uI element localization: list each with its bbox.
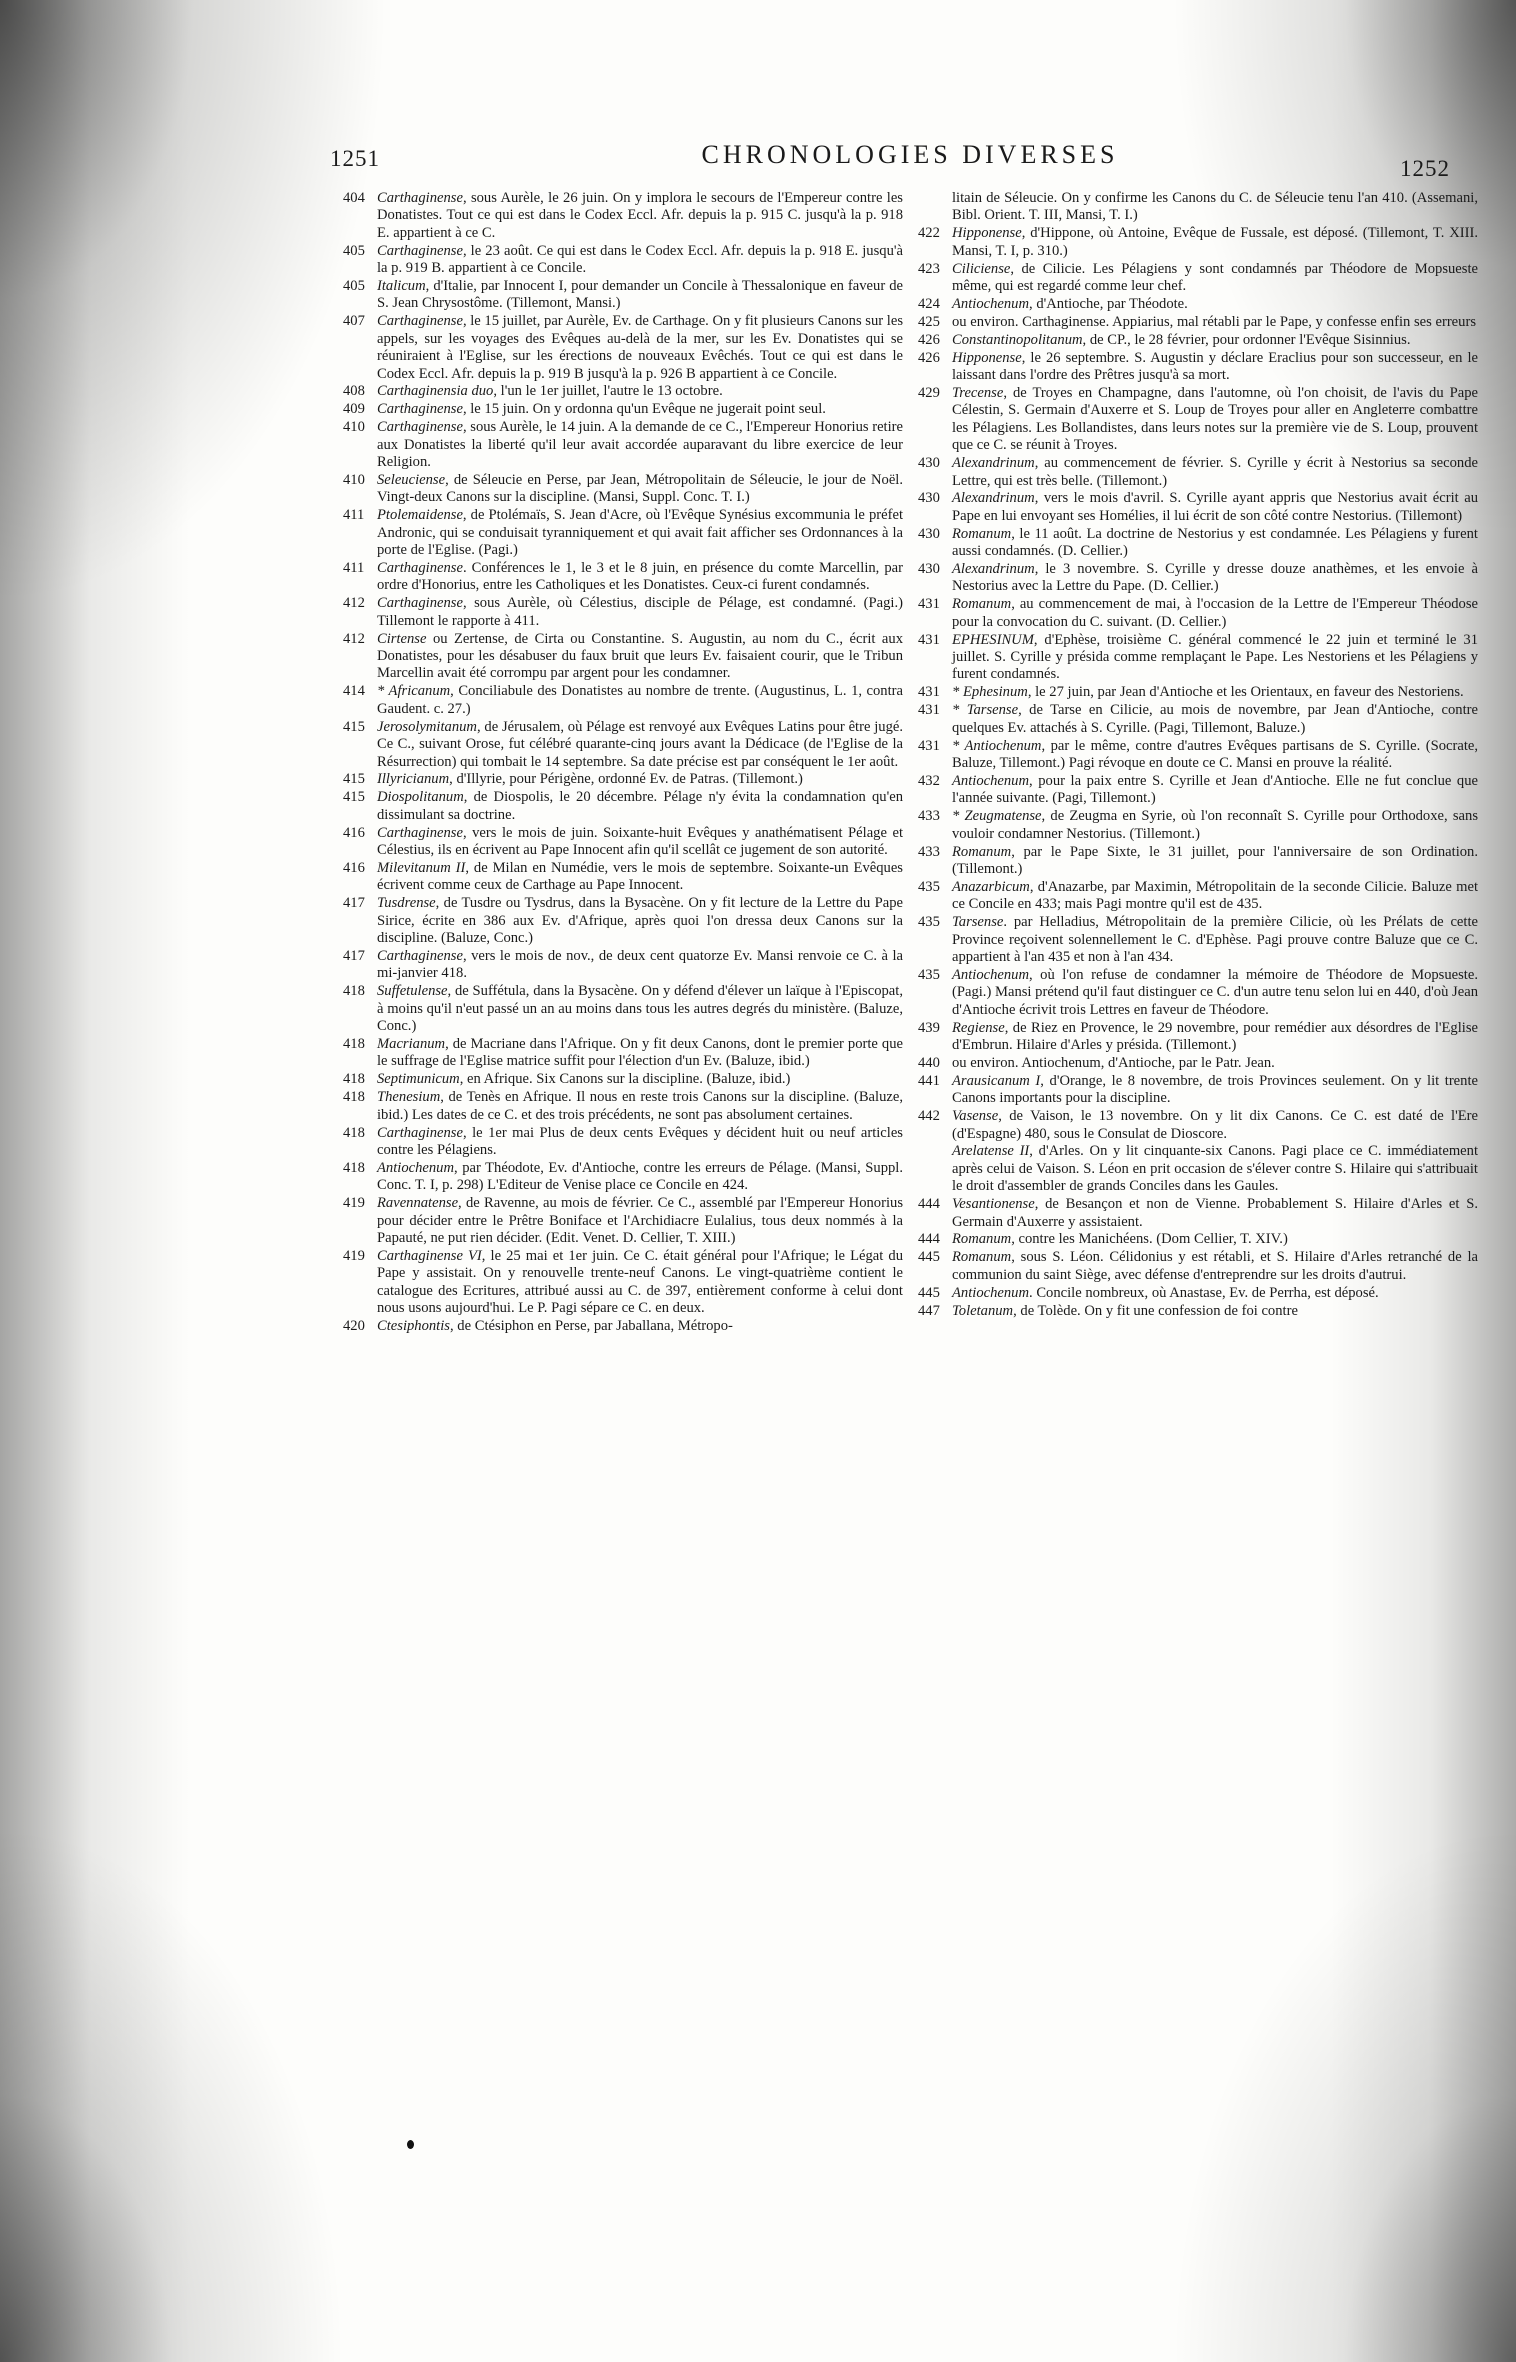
council-name: Romanum <box>952 1231 1012 1248</box>
entry-year: 418 <box>343 1124 365 1141</box>
council-name: Trecense <box>952 384 1004 401</box>
entry-year: 415 <box>343 771 365 788</box>
council-name: Milevitanum II <box>377 859 466 876</box>
council-name: Vasense <box>952 1108 999 1125</box>
entry-text: ou environ. Carthaginense. Appiarius, mal rétabli par le Pape, y confesse enfin ses erreurs <box>952 313 1476 330</box>
council-entry <box>918 967 1478 1019</box>
council-name: EPHESINUM <box>952 631 1034 648</box>
council-name: Carthaginense <box>377 242 463 259</box>
council-entry <box>343 1071 903 1088</box>
entry-text: , par Théodote, Ev. d'Antioche, contre les erreurs de Pélage. (Mansi, Suppl. Conc. T. I, p. 298) L'Editeur de Venise place ce Concile en 424. <box>377 1159 903 1194</box>
right-column <box>918 190 1478 1321</box>
entry-year: 426 <box>918 349 940 366</box>
council-name: Illyricianum <box>377 771 450 788</box>
council-name: Hipponense <box>952 225 1022 242</box>
council-entry <box>343 595 903 630</box>
council-entry <box>918 1196 1478 1231</box>
entry-text: ou environ. Antiochenum, d'Antioche, par le Patr. Jean. <box>952 1054 1275 1071</box>
council-entry <box>918 879 1478 914</box>
council-name: Jerosolymitanum <box>377 718 477 735</box>
left-page-number: 1251 <box>330 146 380 171</box>
entry-text: , le 23 août. Ce qui est dans le Codex Eccl. Afr. depuis la p. 918 E. jusqu'à la p. 919 B. appartient à ce Concile. <box>377 242 903 277</box>
council-entry <box>918 455 1478 490</box>
entry-year: 411 <box>343 560 365 577</box>
entry-year: 420 <box>343 1318 365 1334</box>
entry-year: 412 <box>343 595 365 612</box>
council-entry <box>343 560 903 595</box>
council-entry <box>918 1020 1478 1055</box>
council-name: Romanum <box>952 596 1012 613</box>
entry-year: 433 <box>918 808 940 825</box>
council-entry <box>918 332 1478 349</box>
entry-year: 418 <box>343 983 365 1000</box>
entry-year: 415 <box>343 789 365 806</box>
council-name: Diospolitanum <box>377 789 464 806</box>
council-entry <box>343 419 903 471</box>
council-entry <box>918 773 1478 808</box>
entry-year: 418 <box>343 1036 365 1052</box>
council-entry <box>918 844 1478 879</box>
entry-year: 419 <box>343 1247 365 1264</box>
entry-text: litain de Séleucie. On y confirme les Canons du C. de Séleucie tenu l'an 410. (Assemani, Bibl. Orient. T. III, Mansi, T. I.) <box>952 190 1478 224</box>
entry-text: , Conciliabule des Donatistes au nombre de trente. (Augustinus, L. 1, contra Gaudent. c. 27.) <box>377 683 903 717</box>
council-name: * Ephesinum <box>952 684 1028 701</box>
entry-text: , sous S. Léon. Célidonius y est rétabli, et S. Hilaire d'Arles retranché de la communion du saint Siège, avec défense d'entreprendre sur les droits d'autrui. <box>952 1249 1478 1283</box>
entry-year: 418 <box>343 1159 365 1176</box>
council-name: Antiochenum <box>952 1284 1030 1301</box>
entry-year: 445 <box>918 1249 940 1266</box>
entry-text: , le 15 juillet, par Aurèle, Ev. de Carthage. On y fit plusieurs Canons sur les appels, sur les voyages des Evêques au-delà de la mer, sur les Ev. Donatistes qui se réuniraient à l'Eglise, sur les érections de nouveaux Evêchés. Tout ce qui est dans le Codex Eccl. Afr. depuis la p. 919 B jusqu'à la p. 926 B appartient à ce Concile. <box>377 313 903 382</box>
council-name: Septimunicum <box>377 1071 460 1088</box>
entry-year: 431 <box>918 631 940 648</box>
entry-year: 444 <box>918 1231 940 1248</box>
entry-year: 426 <box>918 331 940 348</box>
entry-year: 435 <box>918 914 940 931</box>
entry-year: 431 <box>918 702 940 719</box>
council-name: Carthaginense <box>377 824 463 841</box>
council-name: * Tarsense <box>952 702 1019 719</box>
council-name: Ciliciense <box>952 260 1011 277</box>
entry-text: , de Jérusalem, où Pélage est renvoyé aux Evêques Latins pour être jugé. Ce C., suivant Orose, fut célébré quarante-cinq jours avant la Dédicace (de l'Eglise de la Résurrection) qui tombait le 14 septembre. Sa date précise est par conséquent le 1er août. <box>377 718 903 770</box>
entry-year: 417 <box>343 947 365 964</box>
entry-year: 404 <box>343 190 365 206</box>
entry-text: , d'Italie, par Innocent I, pour demander un Concile à Thessalonique en faveur de S. Jean Chrysostôme. (Tillemont, Mansi.) <box>377 278 903 312</box>
council-entry <box>343 472 903 507</box>
entry-year: 422 <box>918 225 940 242</box>
entry-text: , de Séleucie en Perse, par Jean, Métropolitain de Séleucie, le jour de Noël. Vingt-deux Canons sur la discipline. (Mansi, Suppl. Conc. T. I.) <box>377 472 903 506</box>
council-name: Carthaginense <box>377 947 463 964</box>
entry-year: 445 <box>918 1284 940 1301</box>
entry-year: 407 <box>343 313 365 330</box>
entry-text: , de Tarse en Cilicie, au mois de novembre, par Jean d'Antioche, contre quelques Ev. attachés à S. Cyrille. (Pagi, Tillemont, Baluze.) <box>952 702 1478 736</box>
entry-text: , d'Arles. On y lit cinquante-six Canons. Pagi place ce C. immédiatement après celui de Vaison. S. Léon en prit occasion de s'élever contre S. Hilaire qui s'attribuait le droit d'assembler de grands Conciles dans les Gaules. <box>952 1143 1478 1195</box>
council-entry <box>918 738 1478 773</box>
entry-year: 442 <box>918 1108 940 1125</box>
running-title: CHRONOLOGIES DIVERSES <box>701 140 1119 169</box>
entry-text: , de Besançon et non de Vienne. Probablement S. Hilaire d'Arles et S. Germain d'Auxerre y assistaient. <box>952 1196 1478 1230</box>
council-entry <box>343 313 903 383</box>
council-name: Romanum <box>952 843 1012 860</box>
entry-year: 430 <box>918 561 940 578</box>
council-entry <box>343 1160 903 1195</box>
council-entry <box>343 243 903 278</box>
entry-text: , de Riez en Provence, le 29 novembre, pour remédier aux désordres de l'Eglise d'Embrun. Hilaire d'Arles y présida. (Tillemont.) <box>952 1019 1478 1053</box>
council-name: Ravennatense <box>377 1195 459 1212</box>
council-entry <box>918 561 1478 596</box>
council-entry <box>918 526 1478 561</box>
council-entry <box>918 1073 1478 1108</box>
council-name: Hipponense <box>952 349 1022 366</box>
council-name: Carthaginense <box>377 313 463 330</box>
entry-text: , vers le mois de juin. Soixante-huit Evêques y anathématisent Pélage et Célestius, ils en écrivent au Pape Innocent afin qu'il scellât ce jugement de son autorité. <box>377 824 903 859</box>
entry-text: , de Macriane dans l'Afrique. On y fit deux Canons, dont le premier porte que le suffrage de l'Eglise matrice suffit pour l'élection d'un Ev. (Baluze, ibid.) <box>377 1036 903 1070</box>
entry-text: , contre les Manichéens. (Dom Cellier, T. XIV.) <box>1011 1231 1288 1248</box>
council-name: * Africanum <box>377 683 451 700</box>
entry-text: , vers le mois de nov., de deux cent quatorze Ev. Mansi renvoie ce C. à la mi-janvier 418. <box>377 947 903 982</box>
left-column <box>343 190 903 1336</box>
entry-text: , l'un le 1er juillet, l'autre le 13 octobre. <box>493 383 723 400</box>
entry-text: , d'Antioche, par Théodote. <box>1029 295 1188 312</box>
entry-text: , de Suffétula, dans la Bysacène. On y défend d'élever un laïque à l'Episcopat, à moins qu'il n'eut passé un an au moins dans tous les autres degrés du ministère. (Baluze, Conc.) <box>377 983 903 1035</box>
council-name: Ctesiphontis <box>377 1318 450 1334</box>
council-entry <box>343 1195 903 1247</box>
entry-year: 430 <box>918 490 940 507</box>
council-entry <box>343 278 903 313</box>
entry-year: 444 <box>918 1196 940 1213</box>
entry-year: 419 <box>343 1195 365 1212</box>
council-entry <box>343 1248 903 1318</box>
council-entry <box>343 401 903 418</box>
council-name: Thenesium <box>377 1089 441 1106</box>
council-entry <box>918 684 1478 701</box>
entry-text: , sous Aurèle, où Célestius, disciple de Pélage, est condamné. (Pagi.) Tillemont le rapporte à 411. <box>377 595 903 629</box>
entry-year: 440 <box>918 1054 940 1071</box>
page-header <box>330 140 1510 180</box>
entry-text: , où l'on refuse de condamner la mémoire de Théodore de Mopsueste. (Pagi.) Mansi prétend qu'il faut distinguer ce C. d'un autre tenu selon lui en 440, d'où Jean d'Antioche écrivit trois Lettres en faveur de Théodore. <box>952 966 1478 1018</box>
entry-year: 429 <box>918 384 940 401</box>
council-name: Antiochenum <box>952 295 1030 312</box>
entry-year: 408 <box>343 383 365 400</box>
entry-year: 430 <box>918 525 940 542</box>
council-entry <box>918 190 1478 225</box>
entry-text: , sous Aurèle, le 14 juin. A la demande de ce C., l'Empereur Honorius retire aux Donatistes la liberté qu'il leur avait accordée auparavant du libre exercice de leur Religion. <box>377 419 903 471</box>
entry-year: 432 <box>918 772 940 789</box>
entry-text: , de Troyes en Champagne, dans l'automne, où l'on choisit, de l'avis du Pape Célestin, S. Germain d'Auxerre et S. Loup de Troyes pour aller en Angleterre combattre les Pélagiens. Les Bollandistes, dans leurs notes sur la première vie de S. Loup, prouvent que ce C. se réunit à Troyes. <box>952 384 1478 454</box>
entry-year: 416 <box>343 824 365 841</box>
council-entry <box>343 1036 903 1071</box>
council-name: Toletanum <box>952 1302 1014 1319</box>
council-entry <box>918 1108 1478 1143</box>
entry-year: 410 <box>343 419 365 436</box>
council-entry <box>343 190 903 242</box>
entry-text: , de Milan en Numédie, vers le mois de septembre. Soixante-un Evêques écrivent comme ceux de Carthage au Pape Innocent. <box>377 859 903 894</box>
entry-text: , de Cilicie. Les Pélagiens y sont condamnés par Théodore de Mopsueste même, qui est regardé comme leur chef. <box>952 260 1478 295</box>
entry-text: , le 25 mai et 1er juin. Ce C. était général pour l'Afrique; le Légat du Pape y assistait. On y renouvelle trente-neuf Canons. Le vingt-quatrième contient le catalogue des Ecritures, attribué aussi au C. de 397, entièrement conforme à celui dont nous usons aujourd'hui. Le P. Pagi sépare ce C. en deux. <box>377 1247 903 1317</box>
council-name: Antiochenum <box>952 966 1030 983</box>
council-name: Cirtense <box>377 630 427 647</box>
council-entry <box>918 596 1478 631</box>
council-name: Carthaginense <box>377 419 463 436</box>
council-entry <box>918 225 1478 260</box>
council-entry <box>918 1055 1478 1072</box>
entry-text: , d'Orange, le 8 novembre, de trois Provinces seulement. On y lit trente Canons importants pour la discipline. <box>952 1072 1478 1107</box>
entry-text: , de CP., le 28 février, pour ordonner l'Evêque Sisinnius. <box>1082 331 1411 348</box>
council-name: Arelatense II <box>952 1143 1030 1160</box>
entry-year: 415 <box>343 718 365 735</box>
council-name: Antiochenum <box>952 772 1030 789</box>
council-entry <box>918 1143 1478 1195</box>
council-entry <box>918 1285 1478 1302</box>
entry-text: , par le même, contre d'autres Evêques partisans de S. Cyrille. (Socrate, Baluze, Tillemont.) Pagi révoque en doute ce C. Mansi en prouve la réalité. <box>952 737 1478 771</box>
council-name: Vesantionense <box>952 1196 1035 1213</box>
entry-text: , d'Anazarbe, par Maximin, Métropolitain de la seconde Cilicie. Baluze met ce Concile en 433; mais Pagi montre qu'il est de 435. <box>952 878 1478 913</box>
council-name: Carthaginense <box>377 560 463 577</box>
entry-text: , vers le mois d'avril. S. Cyrille ayant appris que Nestorius avait écrit au Pape en lui envoyant ses Homélies, il lui écrit de son côté contre Nestorius. (Tillemont) <box>952 490 1478 524</box>
entry-text: , d'Illyrie, pour Périgène, ordonné Ev. de Patras. (Tillemont.) <box>449 771 803 788</box>
council-name: Ptolemaidense <box>377 507 463 524</box>
council-name: Romanum <box>952 1249 1012 1266</box>
council-entry <box>343 948 903 983</box>
entry-year: 425 <box>918 313 940 330</box>
entry-text: . par Helladius, Métropolitain de la première Cilicie, où les Prélats de cette Province reçoivent solennellement le C. d'Ephèse. Pagi prouve contre Baluze que ce C. appartient à l'an 435 et non à l'an 434. <box>952 914 1478 965</box>
council-name: Romanum <box>952 525 1012 542</box>
council-name: Tusdrense <box>377 895 436 912</box>
entry-text: , le 26 septembre. S. Augustin y déclare Eraclius pour son successeur, en le laissant dans l'ordre des Prêtres jusqu'à sa mort. <box>952 349 1478 384</box>
entry-text: , le 3 novembre. S. Cyrille y dresse douze anathèmes, et les envoie à Nestorius avec la Lettre du Pape. (D. Cellier.) <box>952 561 1478 595</box>
council-entry <box>918 702 1478 737</box>
entry-year: 409 <box>343 401 365 418</box>
council-name: Suffetulense <box>377 983 448 1000</box>
council-name: Arausicanum I <box>952 1072 1041 1089</box>
council-entry <box>343 771 903 788</box>
council-name: * Zeugmatense <box>952 808 1042 825</box>
entry-text: , de Tolède. On y fit une confession de foi contre <box>1013 1302 1298 1319</box>
entry-year: 418 <box>343 1089 365 1106</box>
entry-text: ou Zertense, de Cirta ou Constantine. S. Augustin, au nom du C., écrit aux Donatistes, pour les désabuser du faux bruit que leurs Ev. faisaient courir, que le Tribun Marcellin avait été corrompu par argent pour les condamner. <box>377 630 903 682</box>
council-entry <box>918 314 1478 331</box>
council-entry <box>918 914 1478 966</box>
council-name: Carthaginense <box>377 190 463 206</box>
council-name: Regiense <box>952 1019 1005 1036</box>
entry-year: 431 <box>918 596 940 613</box>
entry-text: , le 27 juin, par Jean d'Antioche et les Orientaux, en faveur des Nestoriens. <box>1027 684 1464 701</box>
entry-text: , en Afrique. Six Canons sur la discipline. (Baluze, ibid.) <box>459 1071 791 1088</box>
entry-year: 416 <box>343 859 365 876</box>
council-name: Constantinopolitanum <box>952 331 1083 348</box>
council-name: Alexandrinum <box>952 455 1035 472</box>
council-name: Carthaginensia duo <box>377 383 494 400</box>
council-entry <box>918 632 1478 684</box>
entry-year: 417 <box>343 895 365 912</box>
council-entry <box>343 860 903 895</box>
entry-year: 424 <box>918 295 940 312</box>
entry-year: 447 <box>918 1302 940 1319</box>
council-name: Alexandrinum <box>952 490 1035 507</box>
ink-speck <box>407 2140 414 2149</box>
council-entry <box>918 350 1478 385</box>
entry-year: 405 <box>343 242 365 259</box>
council-entry <box>343 825 903 860</box>
entry-text: , de Tenès en Afrique. Il nous en reste trois Canons sur la discipline. (Baluze, ibid.) Les dates de ce C. et des trois précédents, ne sont pas absolument certaines. <box>377 1089 903 1123</box>
entry-text: , de Ctésiphon en Perse, par Jaballana, Métropo- <box>449 1318 733 1334</box>
council-entry <box>343 1318 903 1335</box>
entry-text: , de Zeugma en Syrie, où l'on reconnaît S. Cyrille pour Orthodoxe, sans vouloir condamner Nestorius. (Tillemont.) <box>952 808 1478 842</box>
entry-text: , de Tusdre ou Tysdrus, dans la Bysacène. On y fit lecture de la Lettre du Pape Sirice, écrite en 386 aux Ev. d'Afrique, après quoi l'on dressa deux Canons sur la discipline. (Baluze, Conc.) <box>377 895 903 947</box>
council-entry <box>918 1249 1478 1284</box>
entry-year: 423 <box>918 260 940 277</box>
entry-text: , pour la paix entre S. Cyrille et Jean d'Antioche. Elle ne fut conclue que l'année suivante. (Pagi, Tillemont.) <box>952 772 1478 807</box>
council-entry <box>343 1125 903 1160</box>
entry-text: , le 15 juin. On y ordonna qu'un Evêque ne jugerait point seul. <box>462 401 826 418</box>
entry-text: . Conférences le 1, le 3 et le 8 juin, en présence du comte Marcellin, par ordre d'Honorius, entre les Catholiques et les Donatistes. Ceux-ci furent condamnés. <box>377 560 903 594</box>
entry-year: 410 <box>343 472 365 488</box>
entry-year: 430 <box>918 455 940 472</box>
council-name: Carthaginense <box>377 1124 463 1141</box>
council-entry <box>918 1231 1478 1248</box>
entry-text: , au commencement de mai, à l'occasion de la Lettre de l'Empereur Théodose pour la convocation du C. suivant. (D. Cellier.) <box>952 596 1478 630</box>
council-entry <box>343 683 903 718</box>
council-entry <box>343 789 903 824</box>
entry-text: . Concile nombreux, où Anastase, Ev. de Perrha, est déposé. <box>1029 1284 1379 1301</box>
entry-year: 435 <box>918 878 940 895</box>
entry-text: , sous Aurèle, le 26 juin. On y implora le secours de l'Empereur contre les Donatistes. Tout ce qui est dans le Codex Eccl. Afr. depuis la p. 915 C. jusqu'à la p. 918 E. appartient à ce C. <box>377 190 903 241</box>
council-name: Seleuciense <box>377 472 446 488</box>
right-page-number: 1252 <box>1400 156 1450 181</box>
council-entry <box>343 631 903 683</box>
entry-text: , de Ptolémaïs, S. Jean d'Acre, où l'Evêque Synésius excommunia le préfet Andronic, qui se conduisait tyranniquement et qui avait fait afficher ses Ordonnances à la porte de l'Eglise. (Pagi.) <box>377 507 903 559</box>
council-entry <box>918 490 1478 525</box>
entry-text: , d'Hippone, où Antoine, Evêque de Fussale, est déposé. (Tillemont, T. XIII. Mansi, T. I, p. 310.) <box>952 225 1478 259</box>
council-entry <box>343 383 903 400</box>
council-entry <box>918 261 1478 296</box>
entry-text: , le 11 août. La doctrine de Nestorius y est condamnée. Les Pélagiens y furent aussi condamnés. (D. Cellier.) <box>952 525 1478 560</box>
entry-text: , par le Pape Sixte, le 31 juillet, pour l'anniversaire de son Ordination. (Tillemont.) <box>952 843 1478 877</box>
entry-year: 414 <box>343 683 365 700</box>
entry-text: , de Vaison, le 13 novembre. On y lit dix Canons. Ce C. est daté de l'Ere (d'Espagne) 480, sous le Consulat de Dioscore. <box>952 1108 1478 1142</box>
council-name: Carthaginense <box>377 595 463 612</box>
council-name: * Antiochenum <box>952 737 1042 754</box>
council-entry <box>918 385 1478 455</box>
entry-text: , de Diospolis, le 20 décembre. Pélage n'y évita la condamnation qu'en dissimulant sa doctrine. <box>377 789 903 823</box>
council-entry <box>343 1089 903 1124</box>
council-entry <box>343 719 903 771</box>
entry-year: 411 <box>343 507 365 524</box>
council-name: Antiochenum <box>377 1159 455 1176</box>
entry-year: 431 <box>918 737 940 754</box>
council-entry <box>343 507 903 559</box>
entry-year: 431 <box>918 684 940 701</box>
council-name: Tarsense <box>952 914 1004 931</box>
entry-year: 433 <box>918 843 940 860</box>
council-entry <box>918 1303 1478 1320</box>
entry-year: 439 <box>918 1019 940 1036</box>
entry-year: 412 <box>343 630 365 647</box>
entry-year: 435 <box>918 966 940 983</box>
council-name: Italicum <box>377 278 426 295</box>
entry-year: 405 <box>343 278 365 295</box>
entry-text: , de Ravenne, au mois de février. Ce C., assemblé par l'Empereur Honorius pour décider entre le Prêtre Boniface et l'Archidiacre Eulalius, tous deux nommés à la Papauté, ne put rien décider. (Edit. Venet. D. Cellier, T. XIII.) <box>377 1195 903 1246</box>
entry-year: 418 <box>343 1071 365 1088</box>
council-entry <box>343 983 903 1035</box>
entry-year: 441 <box>918 1072 940 1089</box>
council-name: Macrianum <box>377 1036 446 1052</box>
council-name: Alexandrinum <box>952 561 1035 578</box>
entry-text: , le 1er mai Plus de deux cents Evêques y décident huit ou neuf articles contre les Pélagiens. <box>377 1124 903 1158</box>
council-name: Anazarbicum <box>952 878 1030 895</box>
council-entry <box>918 296 1478 313</box>
council-name: Carthaginense <box>377 401 463 418</box>
entry-text: , d'Ephèse, troisième C. général commencé le 22 juin et terminé le 31 juillet. S. Cyrille y présida comme remplaçant le Pape. Les Nestoriens et les Pélagiens y furent condamnés. <box>952 631 1478 683</box>
council-entry <box>343 895 903 947</box>
council-name: Carthaginense VI <box>377 1247 482 1264</box>
entry-text: , au commencement de février. S. Cyrille y écrit à Nestorius sa seconde Lettre, qui est très belle. (Tillemont.) <box>952 455 1478 489</box>
council-entry <box>918 808 1478 843</box>
